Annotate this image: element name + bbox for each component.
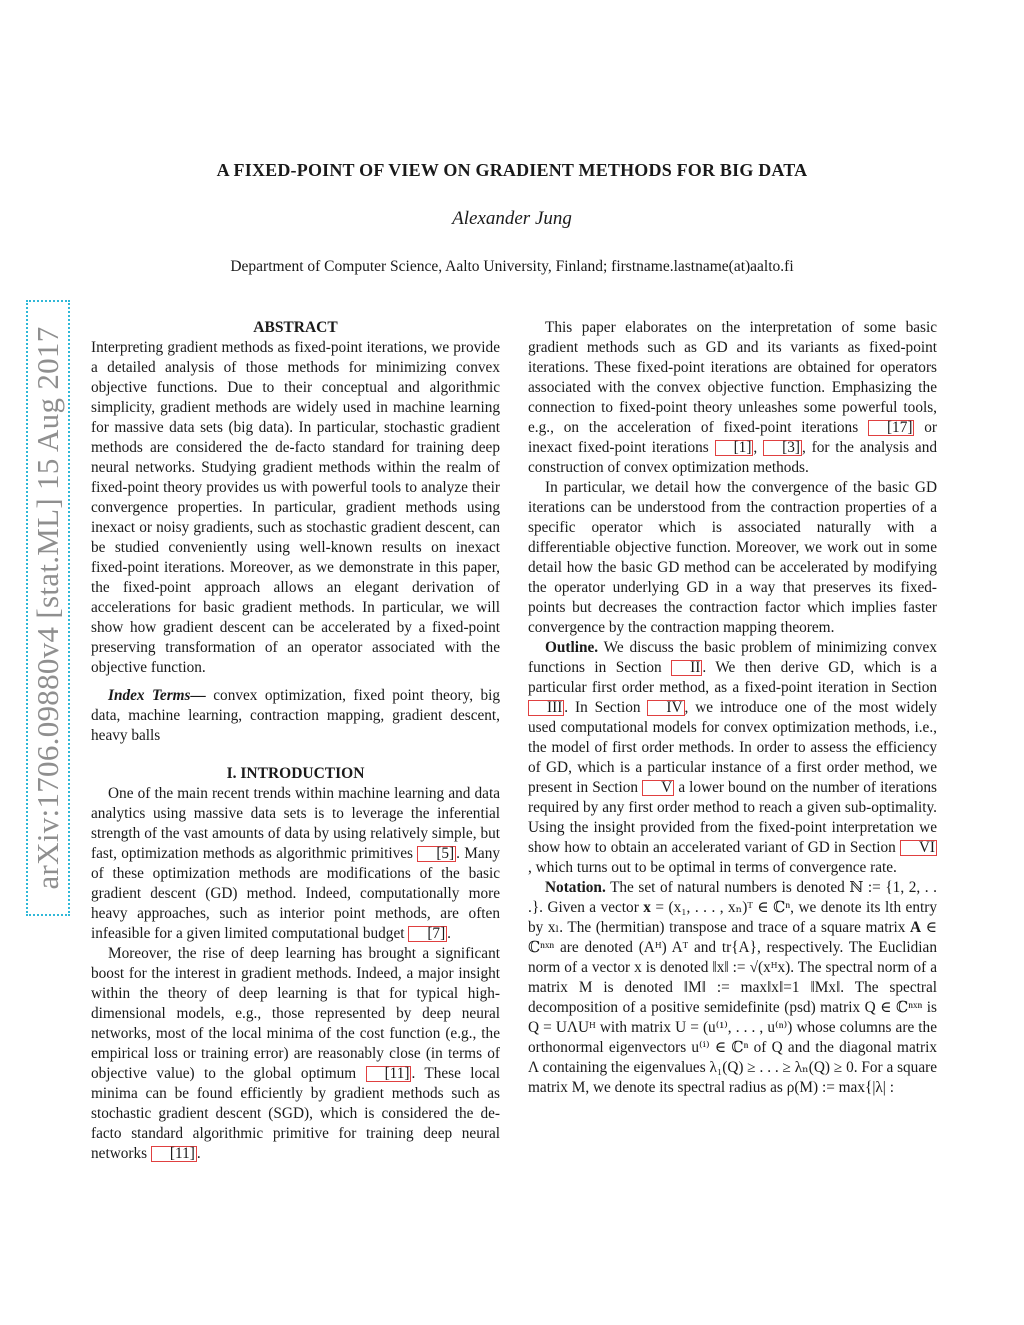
intro-paragraph-2 bbox=[91, 944, 500, 1164]
index-terms bbox=[91, 686, 500, 746]
outline-text-d: , we introduce one of the most widely used computational models for convex optimization methods, i.e., the model of first order methods. In order to assess the efficiency of GD, which is a particular instance of a first order method, we present in Section bbox=[528, 699, 937, 796]
citation-link[interactable]: [3] bbox=[763, 440, 802, 456]
citation-link[interactable]: [11] bbox=[366, 1066, 412, 1082]
intro-p2-text-c: . bbox=[196, 1145, 201, 1162]
arxiv-identifier-stamp bbox=[26, 300, 70, 916]
outline-label: Outline. bbox=[545, 639, 599, 656]
outline-text-a: We discuss the basic problem of minimizing convex functions in Section bbox=[528, 639, 937, 676]
outline-text-c: . In Section bbox=[564, 699, 641, 716]
right-p1-text-c: , for the analysis and construction of convex optimization methods. bbox=[528, 439, 937, 476]
section-link[interactable]: II bbox=[671, 660, 702, 676]
intro-p1-text-a: One of the main recent trends within machine learning and data analytics using massive data sets is to leverage the inferential strength of the vast amounts of data by using relatively simple, but fast, optimization methods as algorithmic primitives bbox=[91, 785, 500, 862]
citation-link[interactable]: [5] bbox=[417, 846, 456, 862]
math-symbol: x bbox=[643, 899, 651, 916]
section-link[interactable]: VI bbox=[900, 840, 937, 856]
intro-p2-text-a: Moreover, the rise of deep learning has brought a significant boost for the interest in gradient methods. Indeed, a major insight within the theory of deep learning is that for typical high-dimensional models, e.g., those represented by deep neural networks, most of the local minima of the cost function (e.g., the empirical loss or training error) are reasonably close (in terms of objective value) to the global optimum bbox=[91, 945, 500, 1082]
abstract-heading: ABSTRACT bbox=[253, 319, 338, 336]
intro-p1-text-b: . Many of these optimization methods are modifications of the basic gradient descent (GD) method. Indeed, computationally more heavy approaches, such as interior point methods, are often infeasible for a given limited computational budget bbox=[91, 845, 500, 942]
notation-paragraph bbox=[528, 878, 937, 1098]
paper-author: Alexander Jung bbox=[452, 208, 572, 229]
right-paragraph-2: In particular, we detail how the convergence of the basic GD iterations can be understood from the contraction properties of a specific operator which is associated naturally with a differentiable objective function. Moreover, we work out in some detail how the basic GD method can be accelerated by modifying the operator underlying GD in a way that preserves its fixed-points but decreases the contraction factor which implies faster convergence by the contraction mapping theorem. bbox=[528, 479, 937, 636]
section-link[interactable]: V bbox=[642, 780, 674, 796]
notation-label: Notation. bbox=[545, 879, 606, 896]
left-column bbox=[91, 318, 500, 1164]
intro-p2-text-b: . These local minima can be found efficiently by gradient methods such as stochastic gradient descent (SGD), which is considered the de-facto standard algorithmic primitive for training deep neural networks bbox=[91, 1065, 501, 1162]
outline-text-b: . We then derive GD, which is a particular first order method, as a fixed-point iteration in Section bbox=[528, 659, 937, 696]
notation-text-b: = (x₁, . . . , xₙ)ᵀ ∈ ℂⁿ, we denote its lth entry by xₗ. The (hermitian) transpose and trace of a square matrix bbox=[528, 899, 937, 936]
intro-paragraph-1 bbox=[91, 784, 500, 944]
notation-text-a: The set of natural numbers is denoted ℕ := {1, 2, . . .}. Given a vector bbox=[528, 879, 937, 916]
outline-paragraph bbox=[528, 638, 937, 878]
section-link[interactable]: IV bbox=[647, 700, 684, 716]
right-p1-text-b: or inexact fixed-point iterations bbox=[528, 419, 937, 456]
index-terms-text: convex optimization, fixed point theory, big data, machine learning, contraction mapping, gradient descent, heavy balls bbox=[91, 687, 501, 744]
intro-p1-text-c: . bbox=[447, 925, 451, 942]
citation-link[interactable]: [1] bbox=[715, 440, 754, 456]
math-symbol: A bbox=[910, 919, 922, 936]
section-link[interactable]: III bbox=[528, 700, 564, 716]
citation-link[interactable]: [17] bbox=[868, 420, 915, 436]
right-column bbox=[528, 318, 937, 1098]
citation-link[interactable]: [11] bbox=[151, 1146, 197, 1162]
outline-text-f: , which turns out to be optimal in terms of convergence rate. bbox=[528, 859, 897, 876]
paper-title: A FIXED-POINT OF VIEW ON GRADIENT METHODS FOR BIG DATA bbox=[216, 160, 808, 180]
outline-text-e: a lower bound on the number of iterations required by any first order method to reach a given sub-optimality. Using the insight provided from the fixed-point interpretation we show how to obtain an accelerated variant of GD in Section bbox=[528, 779, 938, 856]
notation-text-c: ∈ ℂⁿˣⁿ are denoted (Aᴴ) Aᵀ and tr{A}, respectively. The Euclidian norm of a vector x is denoted ‖x‖ := √(xᴴx). The spectral norm of a matrix M is denoted ‖M‖ := max‖x‖=1 ‖Mx‖. The spectral decomposition of a positive semidefinite (psd) matrix Q ∈ ℂⁿˣⁿ is Q = UΛUᴴ with matrix U = (u⁽¹⁾, . . . , u⁽ⁿ⁾) whose columns are the orthonormal eigenvectors u⁽ⁱ⁾ ∈ ℂⁿ of Q and the diagonal matrix Λ containing the eigenvalues λ₁(Q) ≥ . . . ≥ λₙ(Q) ≥ 0. For a square matrix M, we denote its spectral radius as ρ(M) := max{|λ| : bbox=[528, 919, 938, 1096]
introduction-heading: I. INTRODUCTION bbox=[226, 765, 365, 782]
author-affiliation: Department of Computer Science, Aalto University, Finland; firstname.lastname(at)aalto.fi bbox=[230, 258, 794, 275]
citation-link[interactable]: [7] bbox=[408, 926, 447, 942]
abstract-text: Interpreting gradient methods as fixed-point iterations, we provide a detailed analysis of those methods for minimizing convex objective functions. Due to their conceptual and algorithmic simplicity, gradient methods are widely used in machine learning for massive data sets (big data). In particular, stochastic gradient methods are considered the de-facto standard for training deep neural networks. Studying gradient methods within the realm of fixed-point theory provides us with powerful tools to analyze their convergence properties. In particular, gradient methods using inexact or noisy gradients, such as stochastic gradient descent, can be studied conveniently using well-known results on inexact fixed-point iterations. Moreover, as we demonstrate in this paper, the fixed-point approach allows an elegant derivation of accelerations for basic gradient methods. In particular, we will show how gradient descent can be accelerated by a fixed-point preserving transformation of an operator associated with the objective function. bbox=[91, 339, 500, 676]
index-terms-label: Index Terms— bbox=[108, 687, 206, 704]
arxiv-identifier-text: arXiv:1706.09880v4 [stat.ML] 15 Aug 2017 bbox=[30, 326, 65, 890]
right-p1-text-a: This paper elaborates on the interpretation of some basic gradient methods such as GD and its variants as fixed-point iterations. These fixed-point iterations are obtained for operators associated with the convex objective function. Emphasizing the connection to fixed-point theory unleashes some powerful tools, e.g., on the acceleration of fixed-point iterations bbox=[528, 319, 937, 436]
right-paragraph-1: This paper elaborates on the interpretation of some basic gradient methods such as GD and its variants as fixed-point iterations. These fixed-point iterations are obtained for operators associated with the convex objective function. Emphasizing the connection to fixed-point theory unleashes some powerful tools, e.g., on the acceleration of fixed-point iterations [17] or inexact fixed-point iterations [1] , [3] , for the analysis and construction of convex optimization methods. bbox=[528, 319, 937, 476]
